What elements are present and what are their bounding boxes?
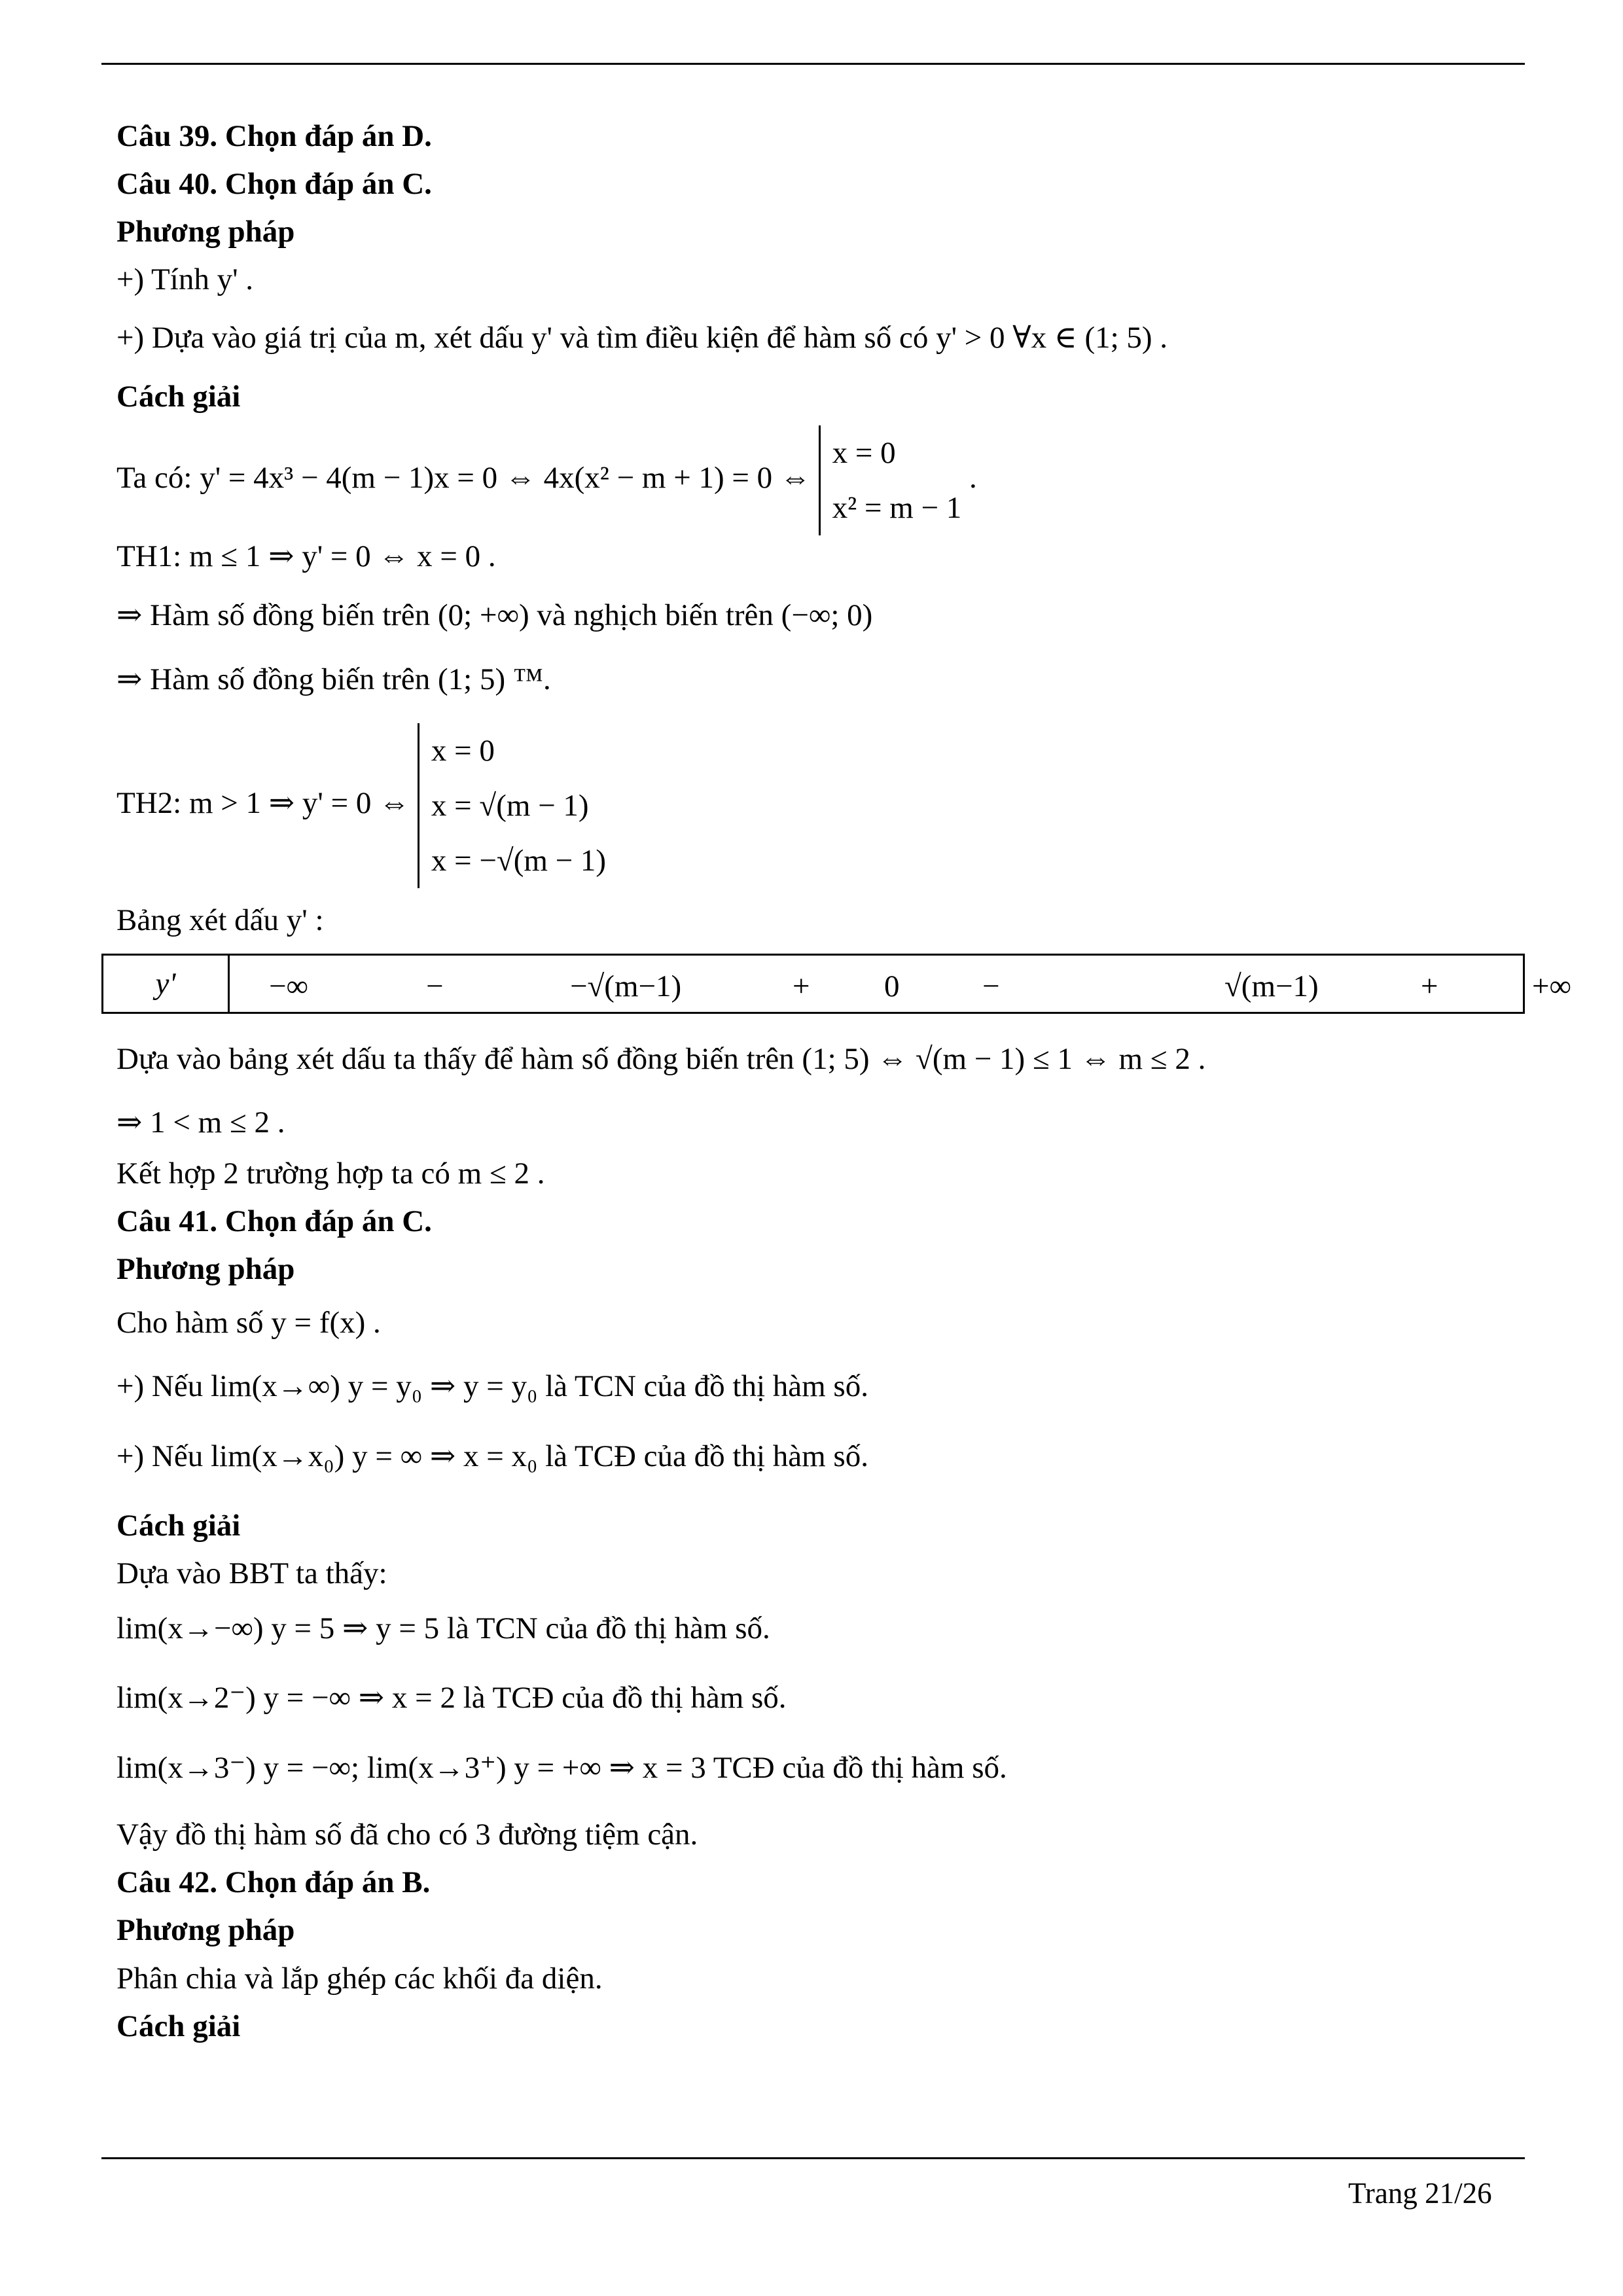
case-line: x² = m − 1 <box>832 491 962 525</box>
ta-co-equation <box>116 425 977 535</box>
q39-title: Câu 39. Chọn đáp án D. <box>116 119 432 153</box>
q40-title: Câu 40. Chọn đáp án C. <box>116 167 432 201</box>
q41-solution-line: lim(x→3⁻) y = −∞; lim(x→3⁺) y = +∞ ⇒ x = 3 TCĐ của đồ thị hàm số. <box>116 1751 1007 1785</box>
sign-table-header: y' <box>103 955 229 1013</box>
footer-rule <box>101 2157 1525 2159</box>
sign-cell: − <box>982 969 1000 1003</box>
page-number: Trang 21/26 <box>1348 2177 1492 2210</box>
case-line: x = 0 <box>431 734 495 768</box>
th1-conclusion-a: ⇒ Hàm số đồng biến trên (0; +∞) và nghịch biến trên (−∞; 0) <box>116 598 873 632</box>
th2-cases <box>418 723 606 888</box>
q40-solution-heading: Cách giải <box>116 380 241 414</box>
q40-method-line: +) Tính y' . <box>116 262 254 296</box>
case-line: x = 0 <box>832 436 896 470</box>
sign-cell: −∞ <box>269 969 309 1003</box>
ta-co-suffix: . <box>969 460 977 495</box>
q41-solution-line: lim(x→−∞) y = 5 ⇒ y = 5 là TCN của đồ thị hàm số. <box>116 1611 770 1645</box>
q41-title: Câu 41. Chọn đáp án C. <box>116 1204 432 1238</box>
case-line: x = √(m − 1) <box>431 789 589 823</box>
ta-co-prefix: Ta có: y' = 4x³ − 4(m − 1)x = 0 ⇔ 4x(x² − m + 1) = 0 ⇔ <box>116 460 811 495</box>
q42-title: Câu 42. Chọn đáp án B. <box>116 1865 431 1899</box>
combine-line: Kết hợp 2 trường hợp ta có m ≤ 2 . <box>116 1157 545 1191</box>
th1-conclusion-b: ⇒ Hàm số đồng biến trên (1; 5) ™. <box>116 662 551 696</box>
th2-prefix: TH2: m > 1 ⇒ y' = 0 ⇔ <box>116 785 410 820</box>
q40-method-line: +) Dựa vào giá trị của m, xét dấu y' và tìm điều kiện để hàm số có y' > 0 ∀x ∈ (1; 5) . <box>116 321 1168 355</box>
q41-method-line: Cho hàm số y = f(x) . <box>116 1306 381 1340</box>
q42-method-line: Phân chia và lắp ghép các khối đa diện. <box>116 1962 603 1996</box>
sign-cell: − <box>426 969 444 1003</box>
sign-cell: 0 <box>884 969 900 1003</box>
case-line: x = −√(m − 1) <box>431 844 607 878</box>
q41-solution-heading: Cách giải <box>116 1509 241 1543</box>
q41-method-heading: Phương pháp <box>116 1252 295 1286</box>
header-rule <box>101 63 1525 65</box>
ta-co-cases <box>819 425 962 535</box>
th2-equation <box>116 723 606 888</box>
sign-cell: + <box>1421 969 1438 1003</box>
q41-solution-line: Vậy đồ thị hàm số đã cho có 3 đường tiệm cận. <box>116 1818 698 1852</box>
sign-cell: +∞ <box>1532 969 1572 1003</box>
q41-method-line: +) Nếu lim(x→x₀) y = ∞ ⇒ x = x₀ là TCĐ của đồ thị hàm số. <box>116 1439 868 1473</box>
q41-method-line: +) Nếu lim(x→∞) y = y₀ ⇒ y = y₀ là TCN của đồ thị hàm số. <box>116 1369 868 1403</box>
q42-method-heading: Phương pháp <box>116 1913 295 1947</box>
q40-method-heading: Phương pháp <box>116 215 295 249</box>
q42-solution-heading: Cách giải <box>116 2009 241 2043</box>
q41-solution-line: lim(x→2⁻) y = −∞ ⇒ x = 2 là TCĐ của đồ thị hàm số. <box>116 1681 787 1715</box>
sign-table-row <box>229 955 1572 1013</box>
sign-cell: √(m−1) <box>1224 969 1319 1003</box>
th1-line: TH1: m ≤ 1 ⇒ y' = 0 ⇔ x = 0 . <box>116 539 496 573</box>
after-table-line: Dựa vào bảng xét dấu ta thấy để hàm số đồng biến trên (1; 5) ⇔ √(m − 1) ≤ 1 ⇔ m ≤ 2 . <box>116 1042 1206 1076</box>
sign-table <box>101 954 1572 1014</box>
result-line: ⇒ 1 < m ≤ 2 . <box>116 1105 285 1139</box>
sign-cell: −√(m−1) <box>570 969 682 1003</box>
sign-cell: + <box>793 969 810 1003</box>
q41-solution-line: Dựa vào BBT ta thấy: <box>116 1556 387 1590</box>
sign-table-caption: Bảng xét dấu y' : <box>116 903 324 937</box>
